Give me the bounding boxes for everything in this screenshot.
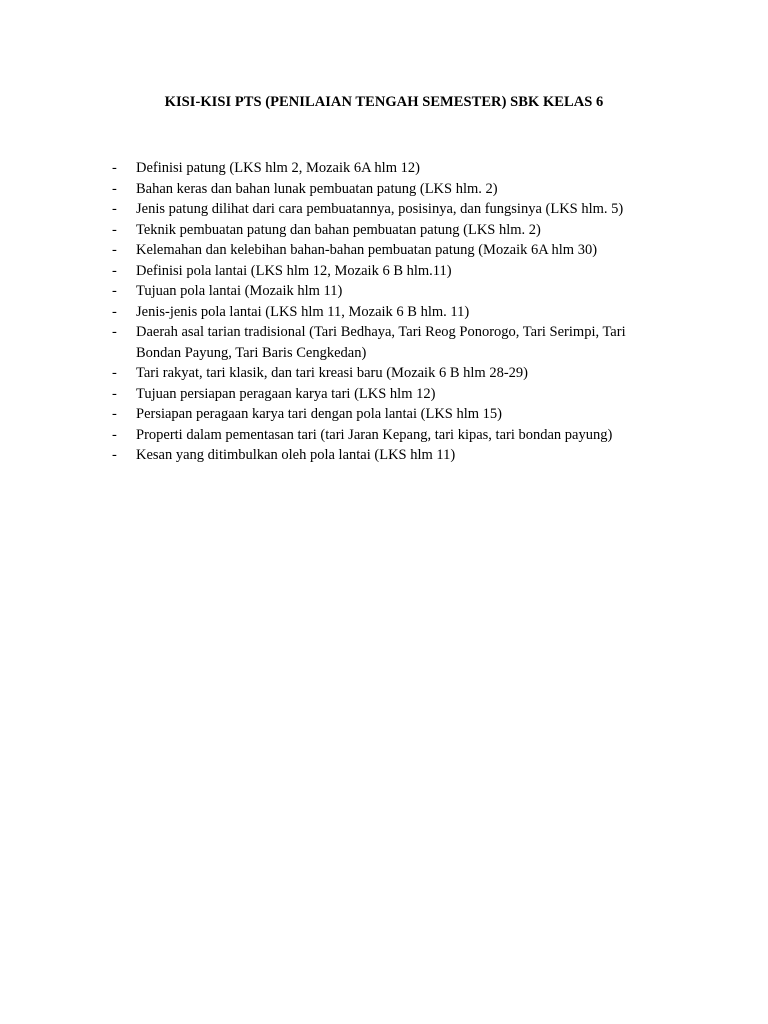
list-item-text: Definisi pola lantai (LKS hlm 12, Mozaik 6 B hlm.11) xyxy=(136,262,452,279)
list-item-text: Tujuan pola lantai (Mozaik hlm 11) xyxy=(136,283,343,299)
dash-bullet: - xyxy=(112,365,117,381)
list-item-text: Kesan yang ditimbulkan oleh pola lantai (LKS hlm 11) xyxy=(136,447,456,463)
list-item xyxy=(0,179,768,200)
dash-bullet: - xyxy=(112,262,117,279)
dash-bullet: - xyxy=(112,303,117,320)
list-item-text: Tari rakyat, tari klasik, dan tari kreasi baru (Mozaik 6 B hlm 28-29) xyxy=(136,365,528,381)
dash-bullet: - xyxy=(112,180,117,197)
list-item xyxy=(0,220,768,241)
topic-list xyxy=(0,158,768,466)
dash-bullet: - xyxy=(112,426,117,443)
list-item-text: Bahan keras dan bahan lunak pembuatan patung (LKS hlm. 2) xyxy=(136,180,498,197)
list-item-text: Jenis-jenis pola lantai (LKS hlm 11, Mozaik 6 B hlm. 11) xyxy=(136,303,470,320)
list-item xyxy=(0,240,768,261)
list-item xyxy=(0,281,768,302)
dash-bullet: - xyxy=(112,242,117,258)
list-item-text: Definisi patung (LKS hlm 2, Mozaik 6A hlm 12) xyxy=(136,160,420,176)
dash-bullet: - xyxy=(112,324,117,340)
dash-bullet: - xyxy=(112,447,117,463)
list-item-text: Tujuan persiapan peragaan karya tari (LKS hlm 12) xyxy=(136,385,436,402)
list-item xyxy=(0,363,768,384)
dash-bullet: - xyxy=(112,406,117,422)
list-item-text: Properti dalam pementasan tari (tari Jaran Kepang, tari kipas, tari bondan payung) xyxy=(136,426,613,443)
list-item-text: Daerah asal tarian tradisional (Tari Bedhaya, Tari Reog Ponorogo, Tari Serimpi, Tari Bondan Payung, Tari Baris Cengkedan) xyxy=(136,324,626,361)
list-item xyxy=(0,199,768,220)
dash-bullet: - xyxy=(112,221,117,238)
list-item-text: Jenis patung dilihat dari cara pembuatannya, posisinya, dan fungsinya (LKS hlm. 5) xyxy=(136,201,624,217)
list-item xyxy=(0,445,768,466)
dash-bullet: - xyxy=(112,201,117,217)
list-item xyxy=(0,425,768,446)
list-item xyxy=(0,261,768,282)
document-title: KISI-KISI PTS (PENILAIAN TENGAH SEMESTER) SBK KELAS 6 xyxy=(164,94,604,110)
list-item-text: Persiapan peragaan karya tari dengan pola lantai (LKS hlm 15) xyxy=(136,406,502,422)
list-item xyxy=(0,302,768,323)
dash-bullet: - xyxy=(112,160,117,176)
list-item xyxy=(0,158,768,179)
list-item xyxy=(0,384,768,405)
dash-bullet: - xyxy=(112,283,117,299)
list-item xyxy=(0,322,768,363)
list-item-text: Teknik pembuatan patung dan bahan pembuatan patung (LKS hlm. 2) xyxy=(136,221,541,238)
list-item-text: Kelemahan dan kelebihan bahan-bahan pembuatan patung (Mozaik 6A hlm 30) xyxy=(136,242,598,258)
list-item xyxy=(0,404,768,425)
dash-bullet: - xyxy=(112,385,117,402)
